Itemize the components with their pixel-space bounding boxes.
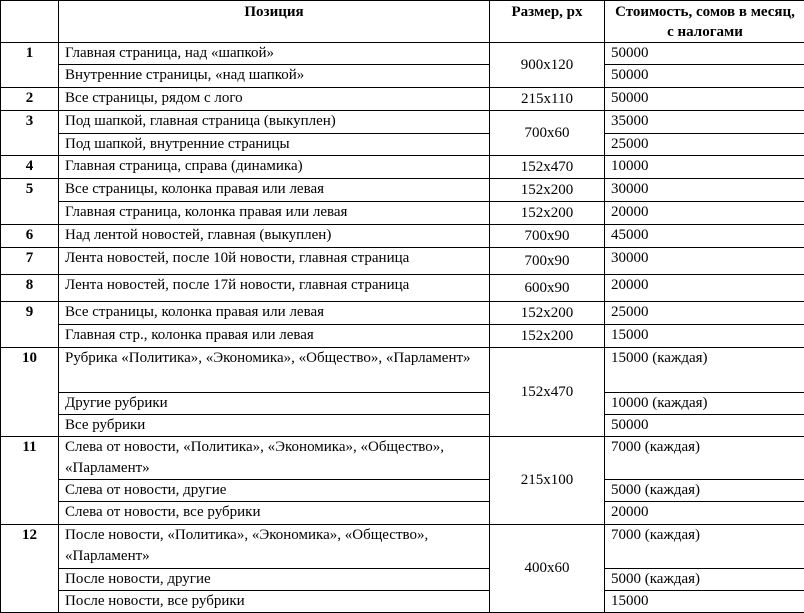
size-cell: 152x470 xyxy=(490,348,605,437)
position-cell: Лента новостей, после 10й новости, главная страница xyxy=(59,248,490,275)
size-cell: 400x60 xyxy=(490,525,605,613)
row-number: 5 xyxy=(1,179,59,225)
table-header-row xyxy=(1,1,804,43)
table-row xyxy=(1,502,804,525)
table-row xyxy=(1,348,804,393)
cost-cell: 15000 xyxy=(605,591,804,613)
table-row xyxy=(1,437,804,480)
size-cell: 152x200 xyxy=(490,202,605,225)
cost-cell: 50000 xyxy=(605,43,804,65)
row-number: 7 xyxy=(1,248,59,275)
cost-cell: 10000 (каждая) xyxy=(605,393,804,415)
size-cell: 700x60 xyxy=(490,111,605,156)
cost-cell: 7000 (каждая) xyxy=(605,525,804,569)
position-cell: Под шапкой, внутренние страницы xyxy=(59,134,490,156)
position-cell: Главная страница, справа (динамика) xyxy=(59,156,490,179)
header-cost: Стоимость, сомов в месяц, с налогами xyxy=(605,1,804,43)
row-number: 3 xyxy=(1,111,59,156)
position-cell: Все страницы, колонка правая или левая xyxy=(59,179,490,202)
row-number: 11 xyxy=(1,437,59,525)
cost-cell: 35000 xyxy=(605,111,804,134)
table-row xyxy=(1,88,804,111)
position-cell: Все страницы, колонка правая или левая xyxy=(59,302,490,325)
row-number: 9 xyxy=(1,302,59,348)
row-number: 2 xyxy=(1,88,59,111)
size-cell: 152x200 xyxy=(490,302,605,325)
table-body xyxy=(1,43,804,613)
position-cell: После новости, другие xyxy=(59,569,490,591)
position-cell: Другие рубрики xyxy=(59,393,490,415)
position-cell: Все рубрики xyxy=(59,415,490,437)
size-cell: 152x200 xyxy=(490,325,605,348)
row-number: 6 xyxy=(1,225,59,248)
cost-cell: 5000 (каждая) xyxy=(605,569,804,591)
table-row xyxy=(1,202,804,225)
table-row xyxy=(1,111,804,134)
header-num xyxy=(1,1,59,43)
table-row xyxy=(1,156,804,179)
size-cell: 700x90 xyxy=(490,248,605,275)
table-row xyxy=(1,43,804,65)
header-size: Размер, px xyxy=(490,1,605,43)
position-cell: Слева от новости, все рубрики xyxy=(59,502,490,525)
position-cell: Главная стр., колонка правая или левая xyxy=(59,325,490,348)
cost-cell: 10000 xyxy=(605,156,804,179)
table-row xyxy=(1,275,804,302)
size-cell: 700x90 xyxy=(490,225,605,248)
size-cell: 900x120 xyxy=(490,43,605,88)
size-cell: 215x100 xyxy=(490,437,605,525)
table-row xyxy=(1,393,804,415)
cost-cell: 7000 (каждая) xyxy=(605,437,804,480)
position-cell: Под шапкой, главная страница (выкуплен) xyxy=(59,111,490,134)
table-row xyxy=(1,225,804,248)
size-cell: 215x110 xyxy=(490,88,605,111)
table-row xyxy=(1,525,804,569)
cost-cell: 20000 xyxy=(605,275,804,302)
position-cell: Слева от новости, другие xyxy=(59,480,490,502)
cost-cell: 15000 xyxy=(605,325,804,348)
table-row xyxy=(1,480,804,502)
table-row xyxy=(1,65,804,88)
table-row xyxy=(1,134,804,156)
cost-cell: 20000 xyxy=(605,502,804,525)
cost-cell: 50000 xyxy=(605,65,804,88)
cost-cell: 5000 (каждая) xyxy=(605,480,804,502)
table-row xyxy=(1,302,804,325)
row-number: 4 xyxy=(1,156,59,179)
size-cell: 152x200 xyxy=(490,179,605,202)
table-row xyxy=(1,179,804,202)
position-cell: Рубрика «Политика», «Экономика», «Общество», «Парламент» xyxy=(59,348,490,393)
table-row xyxy=(1,569,804,591)
row-number: 10 xyxy=(1,348,59,437)
cost-cell: 50000 xyxy=(605,415,804,437)
table-row xyxy=(1,415,804,437)
position-cell: Главная страница, над «шапкой» xyxy=(59,43,490,65)
position-cell: После новости, «Политика», «Экономика», «Общество», «Парламент» xyxy=(59,525,490,569)
cost-cell: 25000 xyxy=(605,134,804,156)
cost-cell: 15000 (каждая) xyxy=(605,348,804,393)
cost-cell: 25000 xyxy=(605,302,804,325)
cost-cell: 50000 xyxy=(605,88,804,111)
position-cell: Главная страница, колонка правая или левая xyxy=(59,202,490,225)
cost-cell: 30000 xyxy=(605,248,804,275)
row-number: 8 xyxy=(1,275,59,302)
position-cell: После новости, все рубрики xyxy=(59,591,490,613)
header-position: Позиция xyxy=(59,1,490,43)
position-cell: Внутренние страницы, «над шапкой» xyxy=(59,65,490,88)
position-cell: Лента новостей, после 17й новости, главная страница xyxy=(59,275,490,302)
size-cell: 600x90 xyxy=(490,275,605,302)
cost-cell: 30000 xyxy=(605,179,804,202)
table-row xyxy=(1,325,804,348)
cost-cell: 20000 xyxy=(605,202,804,225)
row-number: 1 xyxy=(1,43,59,88)
position-cell: Все страницы, рядом с лого xyxy=(59,88,490,111)
position-cell: Над лентой новостей, главная (выкуплен) xyxy=(59,225,490,248)
table-row xyxy=(1,248,804,275)
position-cell: Слева от новости, «Политика», «Экономика», «Общество», «Парламент» xyxy=(59,437,490,480)
size-cell: 152x470 xyxy=(490,156,605,179)
row-number: 12 xyxy=(1,525,59,613)
cost-cell: 45000 xyxy=(605,225,804,248)
